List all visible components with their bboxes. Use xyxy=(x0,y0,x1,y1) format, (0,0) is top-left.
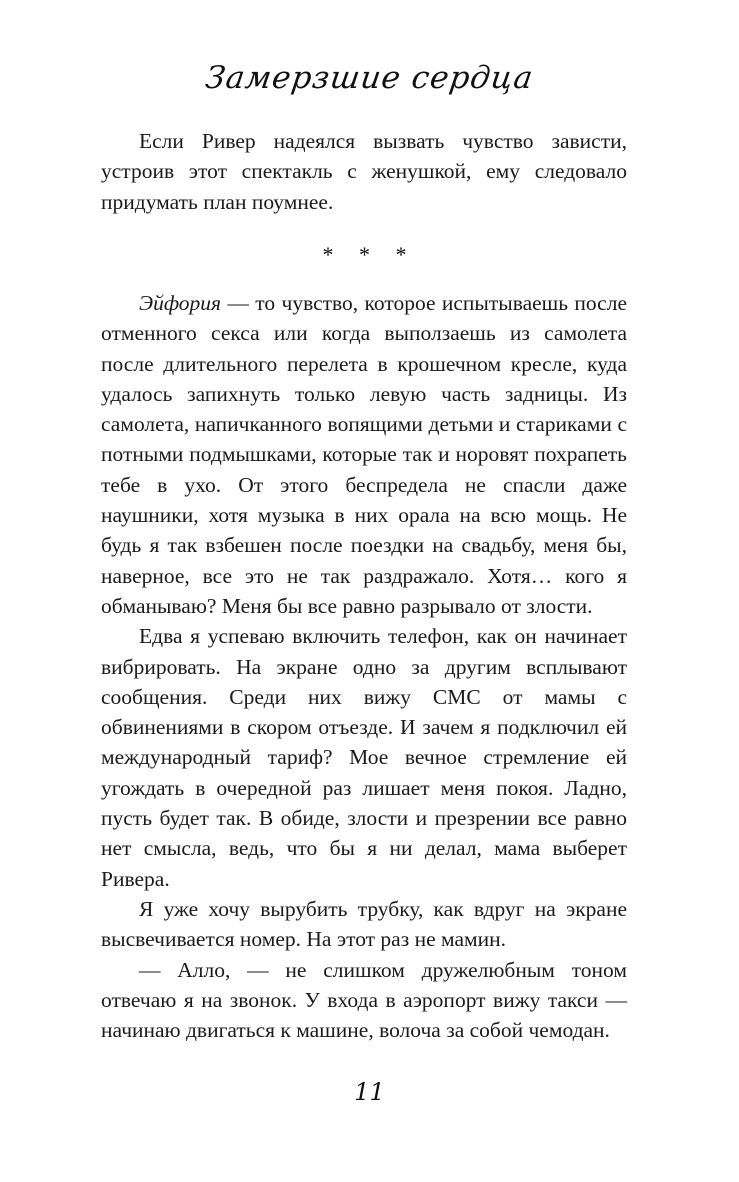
paragraph: — Алло, — не слишком дружелюбным тоном отвечаю я на звонок. У входа в аэропорт вижу такси — начинаю двигаться к машине, волоча за собой чемодан. xyxy=(101,957,627,1043)
section-separator: * * * xyxy=(322,242,417,267)
running-title: Замерзшие сердца xyxy=(203,60,536,96)
text-block-main xyxy=(101,288,627,1045)
page-number: 11 xyxy=(354,1078,385,1106)
paragraph-text: — то чувство, которое испытываешь после отменного секса или когда выползаешь из самолета после длительного перелета в крошечном кресле, куда удалось запихнуть только левую часть задницы. Из самолета, напичканного вопящими детьми и стариками с потными подмышками, которые так и норовят похрапеть тебе в ухо. От этого беспредела не спасли даже наушники, хотя музыка в них орала на всю мощь. Не будь я так взбешен после поездки на свадьбу, меня бы, наверное, все это не так раздражало. Хотя… кого я обманываю? Меня бы все равно разрывало от злости. xyxy=(101,291,627,618)
paragraph: Если Ривер надеялся вызвать чувство зависти, устроив этот спектакль с женушкой, ему следовало придумать план поумнее. xyxy=(101,129,627,214)
paragraph xyxy=(101,288,627,621)
paragraph: Я уже хочу вырубить трубку, как вдруг на экране высвечивается номер. На этот раз не мамин. xyxy=(101,896,627,952)
paragraph: Едва я успеваю включить телефон, как он начинает вибрировать. На экране одно за другим всплывают сообщения. Среди них вижу СМС от мамы с обвинениями в скором отъезде. И зачем я подключил ей международный тариф? Мое вечное стремление ей угождать в очередной раз лишает меня покоя. Ладно, пусть будет так. В обиде, злости и презрении все равно нет смысла, ведь, что бы я ни делал, мама выберет Ривера. xyxy=(101,624,627,891)
text-block-top xyxy=(101,126,627,217)
italic-lead-word: Эйфория xyxy=(139,291,222,315)
